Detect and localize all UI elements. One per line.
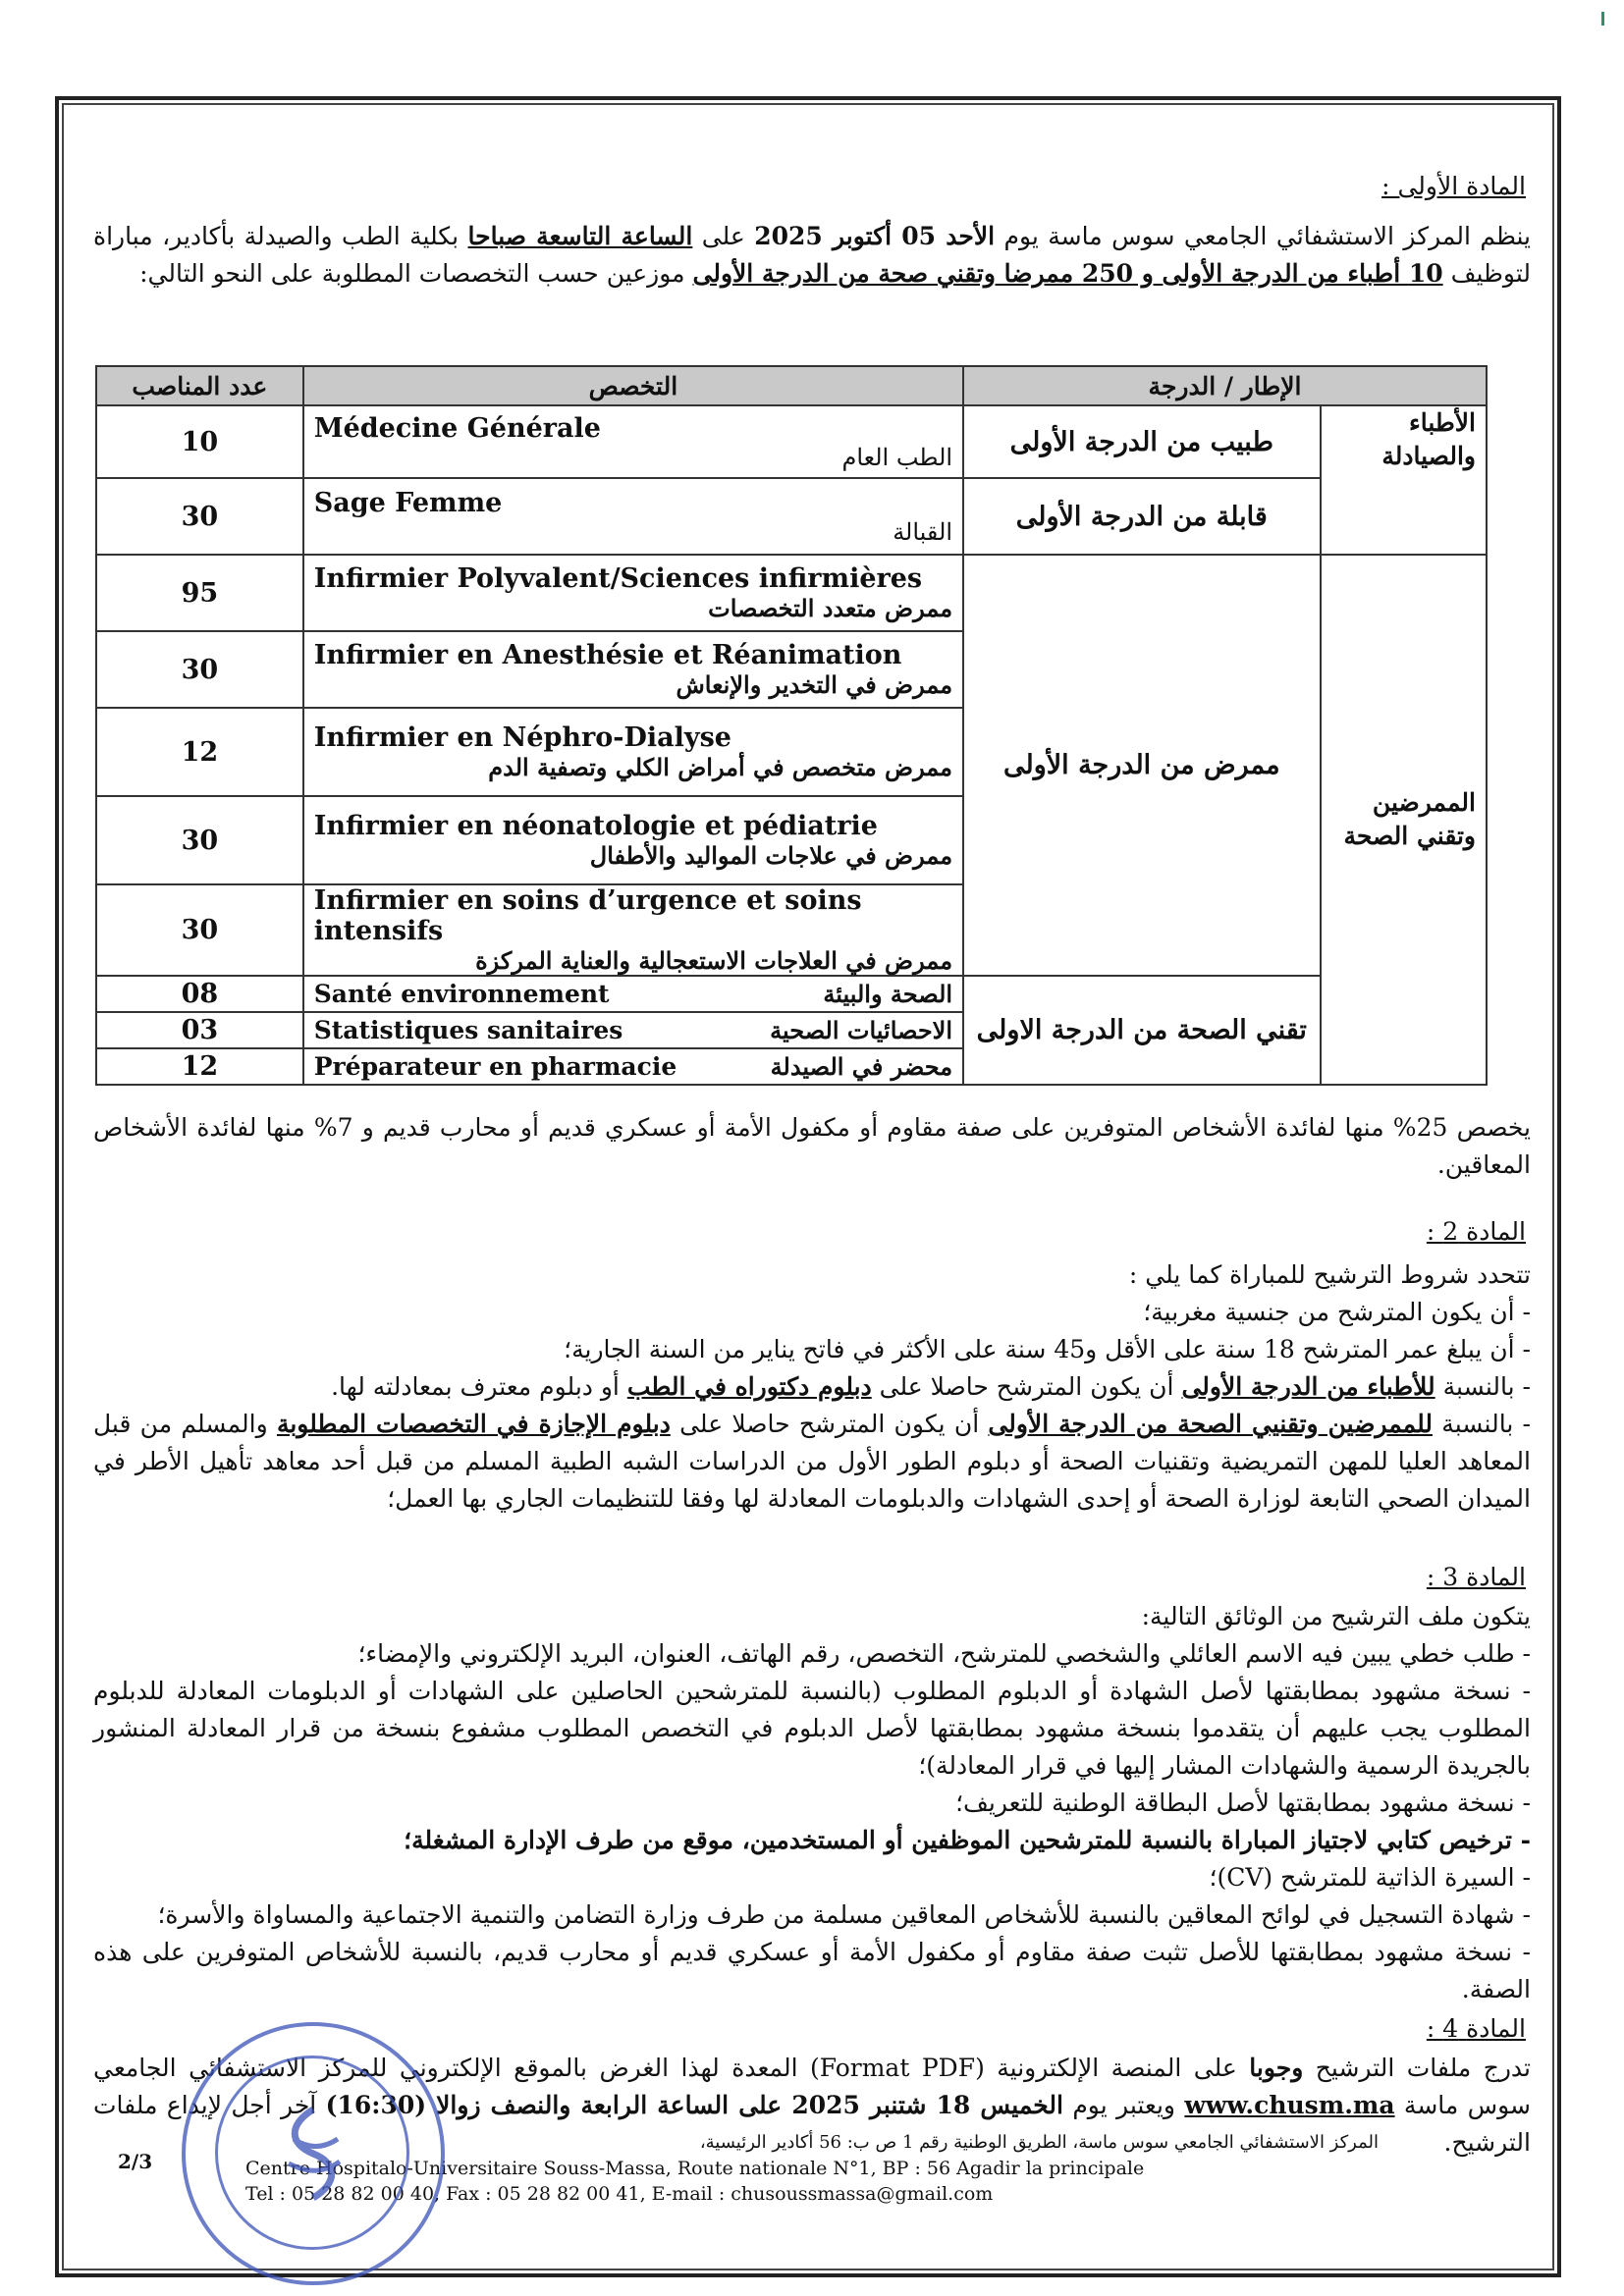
posts-cell: 08 bbox=[96, 976, 303, 1012]
category-nurses: الممرضين وتقني الصحة bbox=[1321, 555, 1487, 1085]
document-item: - طلب خطي يبين فيه الاسم العائلي والشخصي للمترشح، التخصص، رقم الهاتف، العنوان، البريد الإلكتروني والإمضاء؛ bbox=[357, 1639, 1531, 1668]
table-row bbox=[96, 478, 1487, 555]
article3-title: المادة 3 : bbox=[1426, 1563, 1526, 1591]
footer-french: Centre Hospitalo-Universitaire Souss-Massa, Route nationale N°1, BP : 56 Agadir la principale bbox=[245, 2158, 1145, 2179]
header-cadre: الإطار / الدرجة bbox=[963, 366, 1487, 405]
article3-intro: يتكون ملف الترشيح من الوثائق التالية: bbox=[1141, 1602, 1531, 1630]
posts-cell: 30 bbox=[96, 884, 303, 976]
article2-conditions bbox=[93, 1256, 1531, 1518]
posts-table bbox=[95, 365, 1488, 1086]
article1-title: المادة الأولى : bbox=[1381, 172, 1526, 200]
specialty-cell: Infirmier en Anesthésie et Réanimation ممرض في التخدير والإنعاش bbox=[303, 631, 963, 708]
posts-cell: 30 bbox=[96, 631, 303, 708]
posts-cell: 10 bbox=[96, 405, 303, 478]
page-number: 2/3 bbox=[118, 2150, 153, 2173]
specialty-cell: Infirmier en soins d’urgence et soins intensifs ممرض في العلاجات الاستعجالية والعناية المركزة bbox=[303, 884, 963, 976]
specialty-cell: Statistiques sanitaires الاحصائيات الصحية bbox=[303, 1012, 963, 1048]
document-item: - شهادة التسجيل في لوائح المعاقين بالنسبة للأشخاص المعاقين مسلمة من طرف وزارة التضامن والتنمية الاجتماعية والمساواة والأسرة؛ bbox=[157, 1900, 1531, 1929]
category-doctors: الأطباء والصيادلة bbox=[1321, 405, 1487, 555]
document-item: - نسخة مشهود بمطابقتها للأصل تثبت صفة مقاوم أو مكفول الأمة أو عسكري قديم أو محارب قديم، بالنسبة للأشخاص المتوفرين على هذه الصفة. bbox=[93, 1938, 1531, 2003]
stamp-logo-icon bbox=[269, 2105, 357, 2203]
specialty-cell: Santé environnement الصحة والبيئة bbox=[303, 976, 963, 1012]
specialty-cell: Médecine Générale الطب العام bbox=[303, 405, 963, 478]
table-row bbox=[96, 405, 1487, 478]
condition-nurses: - بالنسبة للممرضين وتقنيي الصحة من الدرجة الأولى أن يكون المترشح حاصلا على دبلوم الإجازة في التخصصات المطلوبة والمسلم من قبل المعاهد العليا للمهن التمريضية وتقنيات الصحة أو دبلوم الطور الأول من الدراسات الشبه الطبية المسلم من قبل أحد معاهد تأهيل الأطر في الميدان الصحي التابعة لوزارة الصحة أو إحدى الشهادات والدبلومات المعادلة لها وفقا للتنظيمات الجاري بها العمل؛ bbox=[93, 1410, 1531, 1513]
condition-age: - أن يبلغ عمر المترشح 18 سنة على الأقل و45 سنة على الأكثر في فاتح يناير من السنة الجارية؛ bbox=[564, 1335, 1531, 1363]
posts-cell: 30 bbox=[96, 478, 303, 555]
condition-nationality: - أن يكون المترشح من جنسية مغربية؛ bbox=[1143, 1298, 1531, 1326]
specialty-cell: Sage Femme القبالة bbox=[303, 478, 963, 555]
article1-text: ينظم المركز الاستشفائي الجامعي سوس ماسة يوم الأحد 05 أكتوبر 2025 على الساعة التاسعة صباحا بكلية الطب والصيدلة بأكادير، مباراة لتوظيف 10 أطباء من الدرجة الأولى و 250 ممرضا وتقني صحة من الدرجة الأولى موزعين حسب التخصصات المطلوبة على النحو التالي: bbox=[93, 222, 1532, 288]
document-item: - نسخة مشهود بمطابقتها لأصل البطاقة الوطنية للتعريف؛ bbox=[955, 1789, 1531, 1817]
specialty-cell: Infirmier en néonatologie et pédiatrie ممرض في علاجات المواليد والأطفال bbox=[303, 796, 963, 884]
margin-mark bbox=[1601, 12, 1604, 26]
table-row bbox=[96, 976, 1487, 1012]
article2-intro: تتحدد شروط الترشيح للمباراة كما يلي : bbox=[1128, 1260, 1531, 1289]
document-item: - ترخيص كتابي لاجتياز المباراة بالنسبة للمترشحين الموظفين أو المستخدمين، موقع من طرف الإدارة المشغلة؛ bbox=[404, 1826, 1531, 1854]
document-item: - نسخة مشهود بمطابقتها لأصل الشهادة أو الدبلوم المطلوب (بالنسبة للمترشحين الحاصلين على الشهادات أو الدبلومات المعادلة للدبلوم المطلوب يجب عليهم أن يتقدموا بنسخة مشهود بمطابقتها لأصل الدبلوم في التخصص المطلوب مشفوع بنسخة من قرار المعادلة المنشور بالجريدة الرسمية والشهادات المشار إليها في قرار المعادلة)؛ bbox=[93, 1677, 1531, 1780]
quota-note: يخصص 25% منها لفائدة الأشخاص المتوفرين على صفة مقاوم أو مكفول الأمة أو عسكري قديم أو محارب قديم و 7% منها لفائدة الأشخاص المعاقين. bbox=[93, 1113, 1531, 1179]
article2-title: المادة 2 : bbox=[1426, 1217, 1526, 1246]
article4-title: المادة 4 : bbox=[1426, 2014, 1526, 2043]
grade-cell: تقني الصحة من الدرجة الاولى bbox=[963, 976, 1321, 1085]
specialty-cell: Infirmier en Néphro-Dialyse ممرض متخصص في أمراض الكلي وتصفية الدم bbox=[303, 708, 963, 796]
posts-cell: 30 bbox=[96, 796, 303, 884]
official-stamp bbox=[182, 2022, 445, 2285]
grade-cell: طبيب من الدرجة الأولى bbox=[963, 405, 1321, 478]
posts-cell: 12 bbox=[96, 708, 303, 796]
website-link[interactable]: www.chusm.ma bbox=[1184, 2091, 1395, 2119]
grade-cell: قابلة من الدرجة الأولى bbox=[963, 478, 1321, 555]
posts-cell: 03 bbox=[96, 1012, 303, 1048]
footer-arabic: المركز الاستشفائي الجامعي سوس ماسة، الطريق الوطنية رقم 1 ص ب: 56 أكادير الرئيسية، bbox=[699, 2132, 1379, 2153]
article3-documents bbox=[93, 1598, 1531, 2008]
posts-cell: 12 bbox=[96, 1048, 303, 1085]
specialty-cell: Préparateur en pharmacie محضر في الصيدلة bbox=[303, 1048, 963, 1085]
document-item: - السيرة الذاتية للمترشح (CV)؛ bbox=[1209, 1863, 1531, 1892]
header-specialty: التخصص bbox=[303, 366, 963, 405]
condition-doctors: - بالنسبة للأطباء من الدرجة الأولى أن يكون المترشح حاصلا على دبلوم دكتوراه في الطب أو دبلوم معترف بمعادلته لها. bbox=[331, 1372, 1531, 1401]
article4-text: تدرج ملفات الترشيح وجوبا على المنصة الإلكترونية (Format PDF) المعدة لهذا الغرض بالموقع الإلكتروني للمركز الاستشفائي الجامعي سوس ماسة www.chusm.ma ويعتبر يوم الخميس 18 شتنبر 2025 على الساعة الرابعة والنصف زوالا (16:30) آخر أجل لإيداع ملفات الترشيح. bbox=[93, 2054, 1532, 2157]
specialty-cell: Infirmier Polyvalent/Sciences infirmières ممرض متعدد التخصصات bbox=[303, 555, 963, 631]
footer-contact: Tel : 05 28 82 00 40, Fax : 05 28 82 00 41, E-mail : chusoussmassa@gmail.com bbox=[245, 2183, 994, 2205]
header-posts: عدد المناصب bbox=[96, 366, 303, 405]
posts-cell: 95 bbox=[96, 555, 303, 631]
grade-cell: ممرض من الدرجة الأولى bbox=[963, 555, 1321, 976]
table-header-row bbox=[96, 366, 1487, 405]
table-row bbox=[96, 555, 1487, 631]
